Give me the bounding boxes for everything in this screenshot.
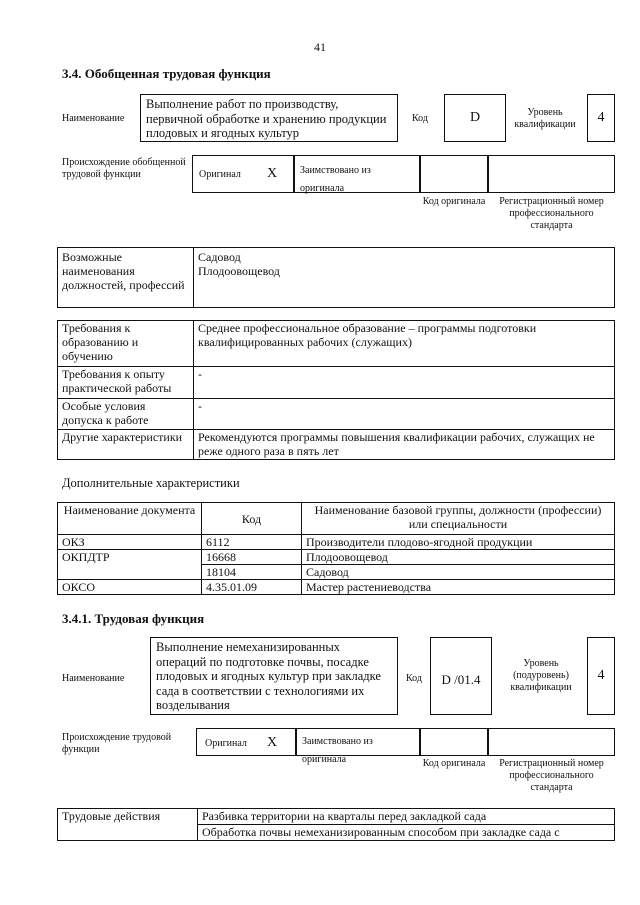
page-number: 41 — [314, 40, 326, 54]
requirement-label: Особые условия допуска к работе — [58, 399, 194, 430]
additional-header: Код — [202, 503, 302, 535]
code-original-cell — [420, 155, 488, 193]
origin-label: Происхождение трудовой функции — [62, 732, 172, 755]
table-cell: ОКЗ — [58, 535, 202, 550]
labor-actions-label: Трудовые действия — [58, 809, 198, 841]
additional-heading: Дополнительные характеристики — [62, 476, 240, 490]
table-cell: 18104 — [202, 565, 302, 580]
level-label: Уровень квалификации — [514, 107, 576, 130]
additional-table — [57, 502, 615, 595]
table-cell: 4.35.01.09 — [202, 580, 302, 595]
code-label: Код — [406, 673, 422, 684]
positions-label: Возможные наименования должностей, профессий — [58, 248, 194, 308]
origin-label: Происхождение обобщенной трудовой функции — [62, 157, 186, 180]
table-row — [58, 535, 615, 550]
positions-table — [57, 247, 615, 308]
original-mark: X — [267, 735, 278, 750]
name-value: Выполнение работ по производству, первичной обработке и хранению продукции плодовых и ягодных культур — [140, 94, 398, 142]
code-original-label: Код оригинала — [422, 196, 486, 207]
original-label: Оригинал — [205, 738, 247, 749]
origin-original-cell — [196, 728, 296, 756]
original-mark: X — [267, 166, 278, 181]
borrowed-cell — [296, 728, 420, 765]
reg-number-label: Регистрационный номер профессионального стандарта — [499, 758, 604, 793]
labor-action-item: Обработка почвы немеханизированным способом при закладке сада с — [198, 825, 615, 841]
table-cell: ОКСО — [58, 580, 202, 595]
name-label: Наименование — [62, 673, 125, 684]
level-value: 4 — [587, 637, 615, 715]
table-cell: ОКПДТР — [58, 550, 202, 580]
original-label: Оригинал — [199, 169, 241, 180]
code-value: D /01.4 — [430, 637, 492, 715]
additional-header: Наименование базовой группы, должности (профессии) или специальности — [302, 503, 615, 535]
reg-number-cell — [488, 155, 615, 193]
table-cell: Мастер растениеводства — [302, 580, 615, 595]
table-row — [58, 580, 615, 595]
table-cell: 16668 — [202, 550, 302, 565]
code-value: D — [444, 94, 506, 142]
position-item: Плодоовощевод — [198, 264, 280, 278]
section-heading: 3.4.1. Трудовая функция — [62, 611, 205, 626]
requirement-label: Требования к образованию и обучению — [58, 321, 194, 367]
name-label: Наименование — [62, 113, 125, 124]
reg-number-cell — [488, 728, 615, 756]
requirement-label: Требования к опыту практической работы — [58, 367, 194, 399]
requirement-value: - — [194, 399, 615, 430]
code-label: Код — [412, 113, 428, 124]
reg-number-label: Регистрационный номер профессионального стандарта — [499, 196, 604, 231]
table-cell: Производители плодово-ягодной продукции — [302, 535, 615, 550]
table-cell: 6112 — [202, 535, 302, 550]
borrowed-cell — [294, 155, 420, 193]
positions-values — [194, 248, 615, 308]
level-value: 4 — [587, 94, 615, 142]
table-cell: Садовод — [302, 565, 615, 580]
additional-header: Наименование документа — [58, 503, 202, 535]
origin-original-cell — [192, 155, 294, 193]
labor-action-item: Разбивка территории на кварталы перед закладкой сада — [198, 809, 615, 825]
requirement-value: Рекомендуются программы повышения квалификации рабочих, служащих не реже одного раза в пять лет — [194, 430, 615, 460]
requirements-table — [57, 320, 615, 460]
requirement-label: Другие характеристики — [58, 430, 194, 460]
requirement-value: - — [194, 367, 615, 399]
level-label: Уровень (подуровень) квалификации — [510, 658, 572, 693]
labor-actions-table — [57, 808, 615, 841]
code-original-cell — [420, 728, 488, 756]
name-value: Выполнение немеханизированных операций по подготовке почвы, посадке плодовых и ягодных культур при закладке сада в соответствии с технологиями их возделывания — [150, 637, 398, 715]
position-item: Садовод — [198, 250, 241, 264]
borrowed-label: Заимствовано из оригинала — [302, 736, 373, 765]
borrowed-label: Заимствовано из оригинала — [300, 165, 371, 194]
table-cell: Плодоовощевод — [302, 550, 615, 565]
table-row — [58, 550, 615, 565]
requirement-value: Среднее профессиональное образование – программы подготовки квалифицированных рабочих (служащих) — [194, 321, 615, 367]
section-heading: 3.4. Обобщенная трудовая функция — [62, 66, 271, 81]
code-original-label: Код оригинала — [422, 758, 486, 769]
